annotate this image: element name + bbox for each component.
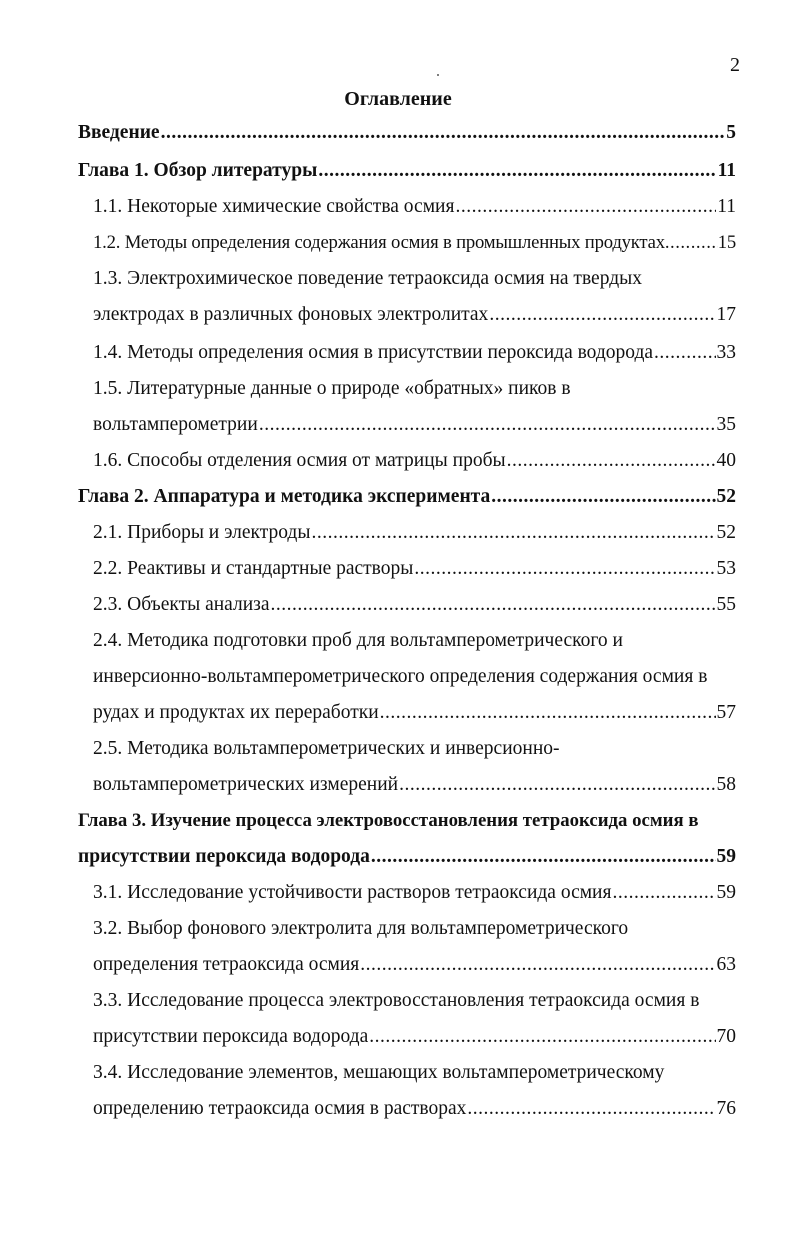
toc-entry-text: определения тетраоксида осмия xyxy=(93,954,360,975)
toc-page-number: 57 xyxy=(716,702,736,723)
toc-entry-text: Глава 1. Обзор литературы xyxy=(78,160,318,181)
toc-entry-text: Глава 2. Аппаратура и методика эксперимента xyxy=(78,486,491,507)
toc-entry-text: 1.1. Некоторые химические свойства осмия xyxy=(93,196,455,217)
toc-entry-text: 2.4. Методика подготовки проб для вольтамперометрического и xyxy=(93,630,623,651)
toc-entry-section-3-3-line-1[interactable] xyxy=(93,988,736,1014)
toc-entry-text: 1.5. Литературные данные о природе «обратных» пиков в xyxy=(93,378,571,399)
toc-entry-text: 3.3. Исследование процесса электровосстановления тетраоксида осмия в xyxy=(93,990,700,1011)
toc-entry-section-2-5-line-2[interactable] xyxy=(93,772,736,798)
toc-page-number: 11 xyxy=(717,160,736,181)
toc-entry-section-2-4-line-1[interactable] xyxy=(93,628,736,654)
toc-entry-section-1-1[interactable] xyxy=(93,194,736,220)
toc-entry-text: инверсионно-вольтамперометрического определения содержания осмия в xyxy=(93,666,708,687)
dot-leader xyxy=(311,520,715,546)
toc-entry-chapter-1[interactable] xyxy=(78,158,736,184)
dot-leader xyxy=(371,844,716,870)
toc-entry-text: Введение xyxy=(78,122,160,143)
toc-entry-introduction[interactable] xyxy=(78,120,736,146)
toc-page-number: 53 xyxy=(716,558,736,579)
toc-page-number: 55 xyxy=(716,594,736,615)
dot-leader xyxy=(467,1096,715,1122)
toc-entry-text: 3.2. Выбор фонового электролита для вольтамперометрического xyxy=(93,918,629,939)
toc-entry-section-2-5-line-1[interactable] xyxy=(93,736,736,762)
toc-entry-section-2-2[interactable] xyxy=(93,556,736,582)
toc-entry-text: 1.3. Электрохимическое поведение тетраоксида осмия на твердых xyxy=(93,268,642,289)
toc-entry-text: вольтамперометрии xyxy=(93,414,258,435)
dot-leader xyxy=(654,340,715,366)
dot-leader xyxy=(489,302,715,328)
dot-leader xyxy=(507,448,716,474)
toc-entry-section-3-1[interactable] xyxy=(93,880,736,906)
toc-entry-section-2-4-line-3[interactable] xyxy=(93,700,736,726)
toc-title: Оглавление xyxy=(344,88,452,110)
dot-leader xyxy=(360,952,715,978)
dot-leader xyxy=(259,412,716,438)
toc-entry-text: электродах в различных фоновых электролитах xyxy=(93,304,489,325)
toc-entry-section-1-5-line-1[interactable] xyxy=(93,376,736,402)
dot-leader xyxy=(414,556,715,582)
dot-leader xyxy=(455,194,716,220)
toc-entry-section-2-1[interactable] xyxy=(93,520,736,546)
toc-entry-text: 2.2. Реактивы и стандартные растворы xyxy=(93,558,414,579)
toc-entry-text: присутствии пероксида водорода xyxy=(78,846,370,867)
toc-page-number: 52 xyxy=(716,522,736,543)
toc-entry-section-1-6[interactable] xyxy=(93,448,736,474)
toc-entry-text: 2.1. Приборы и электроды xyxy=(93,522,311,543)
toc-entry-section-3-2-line-1[interactable] xyxy=(93,916,736,942)
toc-entry-section-2-3[interactable] xyxy=(93,592,736,618)
toc-page-number: 59 xyxy=(716,882,736,903)
dot-leader xyxy=(271,592,716,618)
toc-entry-section-3-2-line-2[interactable] xyxy=(93,952,736,978)
toc-page-number: 63 xyxy=(716,954,736,975)
toc-page-number: 35 xyxy=(716,414,736,435)
toc-entry-section-3-4-line-2[interactable] xyxy=(93,1096,736,1122)
toc-page-number: 11 xyxy=(717,196,736,217)
toc-page-number: 59 xyxy=(716,846,736,867)
toc-entry-section-1-3-line-1[interactable] xyxy=(93,266,736,292)
toc-page-number: 33 xyxy=(716,342,736,363)
toc-entry-section-3-3-line-2[interactable] xyxy=(93,1024,736,1050)
dot-leader xyxy=(380,700,716,726)
dot-leader xyxy=(369,1024,715,1050)
dot-leader xyxy=(318,158,716,184)
dot-leader xyxy=(665,230,718,256)
toc-page-number: 5 xyxy=(726,122,736,143)
toc-entry-text: 2.5. Методика вольтамперометрических и инверсионно- xyxy=(93,738,560,759)
toc-entry-text: 3.1. Исследование устойчивости растворов тетраоксида осмия xyxy=(93,882,612,903)
dot-leader xyxy=(161,120,726,146)
toc-entry-text: рудах и продуктах их переработки xyxy=(93,702,379,723)
toc-page-number: 58 xyxy=(716,774,736,795)
toc-entry-section-1-4[interactable] xyxy=(93,340,736,366)
toc-entry-text: 1.4. Методы определения осмия в присутствии пероксида водорода xyxy=(93,342,654,363)
toc-entry-chapter-2[interactable] xyxy=(78,484,736,510)
toc-entry-text: 1.6. Способы отделения осмия от матрицы пробы xyxy=(93,450,506,471)
toc-entry-text: 1.2. Методы определения содержания осмия в промышленных продуктах xyxy=(93,232,665,253)
toc-entry-text: определению тетраоксида осмия в растворах xyxy=(93,1098,467,1119)
toc-entry-section-2-4-line-2[interactable] xyxy=(93,664,736,690)
toc-entry-chapter-3-line-2[interactable] xyxy=(78,844,736,870)
toc-entry-text: присутствии пероксида водорода xyxy=(93,1026,369,1047)
toc-entry-text: 3.4. Исследование элементов, мешающих вольтамперометрическому xyxy=(93,1062,665,1083)
dot-leader xyxy=(612,880,715,906)
toc-entry-section-3-4-line-1[interactable] xyxy=(93,1060,736,1086)
toc-page-number: 15 xyxy=(717,232,736,253)
toc-entry-text: Глава 3. Изучение процесса электровосстановления тетраоксида осмия в xyxy=(78,810,699,831)
toc-entry-section-1-2[interactable] xyxy=(93,230,736,256)
dot-leader xyxy=(491,484,715,510)
toc-entry-section-1-3-line-2[interactable] xyxy=(93,302,736,328)
toc-entry-section-1-5-line-2[interactable] xyxy=(93,412,736,438)
toc-page-number: 40 xyxy=(716,450,736,471)
toc-entry-text: вольтамперометрических измерений xyxy=(93,774,399,795)
toc-entry-text: 2.3. Объекты анализа xyxy=(93,594,270,615)
toc-entry-chapter-3-line-1[interactable] xyxy=(78,808,736,834)
dot-leader xyxy=(399,772,715,798)
toc-page-number: 17 xyxy=(716,304,736,325)
toc-page-number: 52 xyxy=(716,486,736,507)
page-number: 2 xyxy=(730,54,740,76)
toc-page-number: 76 xyxy=(716,1098,736,1119)
toc-page-number: 70 xyxy=(716,1026,736,1047)
